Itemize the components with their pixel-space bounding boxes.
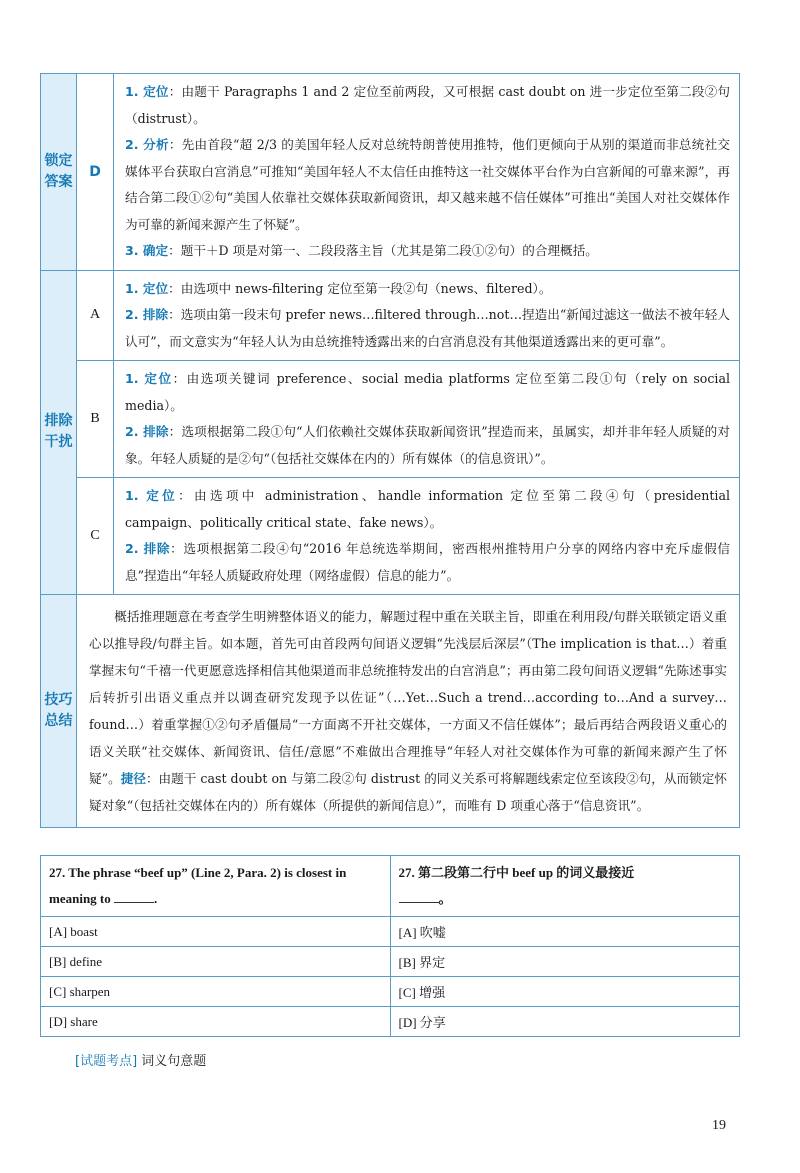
option-cn-a: [A] 吹嘘 xyxy=(390,917,740,947)
question-en-text: 27. The phrase “beef up” (Line 2, Para. 2) is closest in meaning to xyxy=(49,865,347,906)
category-lock-answer: 锁定答案 xyxy=(41,74,77,271)
option-row-c xyxy=(41,977,740,1007)
analysis-table xyxy=(40,73,740,828)
step-text: ：题干＋D 项是对第一、二段段落主旨（尤其是第二段①②句）的合理概括。 xyxy=(168,243,598,258)
summary-text: 概括推理题意在考查学生明辨整体语义的能力，解题过程中重在关联主旨，即重在利用段/句群关联锁定语义重心以推导段/句群主旨。如本题，首先可由首段两句间语义逻辑“先浅层后深层”（The implication is that…）着重掌握末句“千禧一代更愿意选择相信其他渠道而非总统推特发出的白宫消息”；再由第二段句间语义逻辑“先陈述事实后转折引出语义重点并以调查研究发现予以佐证”（…Yet…Such a trend…according to…And a survey…found…）着重掌握①②句矛盾僵局“一方面离不开社交媒体，一方面又不信任媒体”；最后再结合两段语义重心的语义关联“社交媒体、新闻资讯、信任/意愿”不难做出合理推导“年轻人对社交媒体作为可靠的新闻来源产生了怀疑”。 xyxy=(89,609,727,786)
option-cn-b: [B] 界定 xyxy=(390,947,740,977)
step-exclude xyxy=(125,419,730,472)
question-cn-end: 。 xyxy=(438,891,452,906)
lock-answer-content xyxy=(114,74,740,271)
exam-point-tag: [试题考点] xyxy=(75,1054,138,1069)
option-cn-d: [D] 分享 xyxy=(390,1007,740,1037)
step-text: ：由题干 Paragraphs 1 and 2 定位至前两段，又可根据 cast doubt on 进一步定位至第二段②句（distrust）。 xyxy=(125,84,731,126)
step-label: 1. 定位 xyxy=(125,84,169,99)
option-letter-a: A xyxy=(77,270,114,361)
step-label: 1. 定位 xyxy=(125,371,173,386)
question-header-row xyxy=(41,856,740,917)
question-cn-text: 27. 第二段第二行中 beef up 的词义最接近 xyxy=(398,865,635,880)
step-label: 3. 确定 xyxy=(125,243,169,258)
exclude-content-a xyxy=(114,270,740,361)
question-en xyxy=(41,856,391,917)
answer-blank xyxy=(399,889,439,903)
step-locate xyxy=(125,483,730,536)
exclude-row-b xyxy=(41,361,740,478)
option-en-b: [B] define xyxy=(41,947,391,977)
step-label: 2. 排除 xyxy=(125,541,171,556)
option-cn-c: [C] 增强 xyxy=(390,977,740,1007)
option-row-a xyxy=(41,917,740,947)
shortcut-text: ：由题干 cast doubt on 与第二段②句 distrust 的同义关系可将解题线索定位至该段②句，从而锁定怀疑对象“（包括社交媒体在内的）所有媒体（所提供的新闻信息）”，而唯有 D 项重心落于“信息资讯”。 xyxy=(89,771,727,813)
step-text: ：由选项中 news-filtering 定位至第一段②句（news、filtered）。 xyxy=(168,280,552,296)
step-text: ：由选项中 administration、handle information 定位至第二段④句（presidential campaign、politically critical state、fake news）。 xyxy=(125,488,730,530)
skill-summary-content xyxy=(77,595,740,828)
summary-row xyxy=(41,595,740,828)
shortcut-label: 捷径 xyxy=(120,771,146,786)
option-row-b xyxy=(41,947,740,977)
step-label: 2. 分析 xyxy=(125,137,169,152)
step-label: 1. 定位 xyxy=(125,280,169,296)
step-text: ：选项根据第二段①句“人们依赖社交媒体获取新闻资讯”捏造而来，虽属实，却并非年轻人质疑的对象。年轻人质疑的是②句“（包括社交媒体在内的）所有媒体（的信息资讯）”。 xyxy=(125,424,730,466)
category-exclude-distractors: 排除干扰 xyxy=(41,270,77,595)
step-text: ：选项根据第二段④句“2016 年总统选举期间，密西根州推特用户分享的网络内容中充斥虚假信息”捏造出“年轻人质疑政府处理（网络虚假）信息的能力”。 xyxy=(125,541,730,583)
answer-blank xyxy=(114,889,154,903)
answer-letter: D xyxy=(77,74,114,271)
exam-point xyxy=(75,1050,206,1069)
step-label: 2. 排除 xyxy=(125,307,169,322)
lock-answer-row xyxy=(41,74,740,271)
step-label: 2. 排除 xyxy=(125,424,169,439)
option-row-d xyxy=(41,1007,740,1037)
exclude-content-c xyxy=(114,478,740,595)
page-number: 19 xyxy=(712,1118,726,1133)
step-text: ：选项由第一段末句 prefer news…filtered through…not…捏造出“新闻过滤这一做法不被年轻人认可”，而文意实为“年轻人认为由总统推特透露出来的白宫消息没有其他渠道透露出来的更可靠”。 xyxy=(125,307,730,349)
step-locate xyxy=(125,276,730,303)
exam-point-text: 词义句意题 xyxy=(141,1054,207,1069)
option-en-d: [D] share xyxy=(41,1007,391,1037)
step-label: 1. 定位 xyxy=(125,488,179,503)
step-exclude xyxy=(125,302,730,355)
lock-step-confirm xyxy=(125,238,730,265)
question-table xyxy=(40,855,740,1037)
option-en-a: [A] boast xyxy=(41,917,391,947)
option-letter-b: B xyxy=(77,361,114,478)
question-cn xyxy=(390,856,740,917)
exclude-row-a xyxy=(41,270,740,361)
option-en-c: [C] sharpen xyxy=(41,977,391,1007)
step-locate xyxy=(125,366,730,419)
step-text: ：由选项关键词 preference、social media platforms 定位至第二段①句（rely on social media）。 xyxy=(125,371,730,413)
step-text: ：先由首段“超 2/3 的美国年轻人反对总统特朗普使用推特，他们更倾向于从别的渠道而非总统社交媒体平台获取白宫消息”可推知“美国年轻人不太信任由推特这一社交媒体平台作为白宫新闻的可靠来源”，再结合第二段①②句“美国人依靠社交媒体获取新闻资讯，却又越来越不信任媒体”可推出“美国人对社交媒体作为可靠的新闻来源产生了怀疑”。 xyxy=(125,137,730,232)
category-skill-summary: 技巧总结 xyxy=(41,595,77,828)
lock-step-analyze xyxy=(125,132,730,238)
step-exclude xyxy=(125,536,730,589)
exclude-row-c xyxy=(41,478,740,595)
question-en-end: . xyxy=(154,891,158,906)
lock-step-locate xyxy=(125,79,730,132)
option-letter-c: C xyxy=(77,478,114,595)
exclude-content-b xyxy=(114,361,740,478)
